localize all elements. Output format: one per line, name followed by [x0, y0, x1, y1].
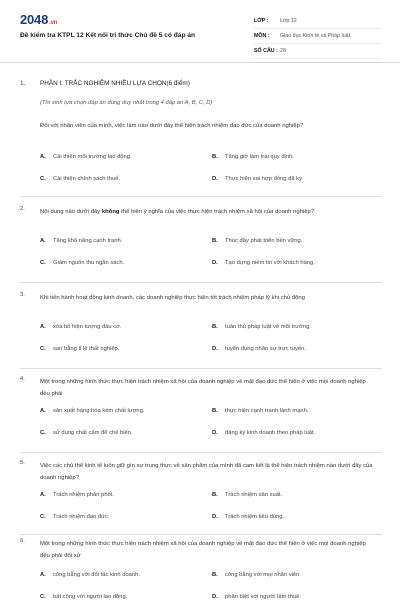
option-text: sử dụng chất cấm để chế biến.: [53, 430, 133, 436]
question-number: 1.: [20, 80, 26, 87]
answer-option[interactable]: [212, 238, 302, 244]
question-text: Đối với nhân viên của mình, việc làm nào dưới đây thể hiện trách nhiệm đạo đức của doanh nghiệp?: [40, 123, 304, 129]
question-text: Việc các chủ thể kinh tế luôn giữ gìn sự trung thực về sản phẩm của mình đã cam kết là thể hiện trách nhiệm nào dưới đây của doanh nghiệp?: [40, 463, 373, 481]
meta-value: Lớp 12: [280, 18, 297, 24]
option-text: tuân thủ pháp luật về môi trường.: [225, 324, 311, 330]
question-divider: [20, 196, 382, 197]
option-letter: C.: [40, 594, 46, 600]
option-letter: A.: [40, 238, 46, 244]
option-text: thực hiện cạnh tranh lành mạnh.: [225, 408, 309, 414]
answer-option[interactable]: [212, 572, 301, 578]
section-heading: [20, 80, 190, 87]
exam-meta-table: [254, 14, 382, 59]
option-text: Trách nhiệm đạo đức.: [53, 514, 110, 520]
logo-domain: .vn: [49, 20, 58, 26]
question-divider: [20, 282, 382, 283]
question-text: Khi tiến hành hoạt động kinh doanh, các doanh nghiệp thực hiện tốt trách nhiệm pháp lý khi chủ động: [40, 295, 305, 301]
option-text: Trách nhiệm phân phối.: [53, 492, 114, 498]
answer-option[interactable]: [40, 324, 122, 330]
meta-value: 28: [280, 48, 286, 54]
option-text: Thúc đẩy phát triển bền vững.: [225, 238, 303, 244]
answer-option[interactable]: [212, 346, 306, 352]
option-letter: A.: [40, 408, 46, 414]
option-text: xóa bỏ hiện tượng đầu cơ.: [53, 324, 122, 330]
option-letter: D.: [212, 430, 218, 436]
answer-option[interactable]: [212, 594, 301, 600]
option-letter: B.: [212, 238, 218, 244]
meta-row-subject: [254, 29, 382, 44]
option-text: Thực hiện sai hợp đồng đã ký.: [225, 176, 304, 182]
page-header: [0, 0, 400, 63]
option-text: sản xuất hàng hóa kém chất lượng.: [53, 408, 145, 414]
section-instruction: (Thí sinh lựa chọn đáp án đúng duy nhất trong 4 đáp án A, B, C, D): [40, 100, 213, 106]
option-letter: C.: [40, 260, 46, 266]
option-letter: D.: [212, 514, 218, 520]
answer-option[interactable]: [212, 408, 308, 414]
option-letter: B.: [212, 324, 218, 330]
option-letter: A.: [40, 492, 46, 498]
question-text: [40, 206, 375, 218]
answer-option[interactable]: [40, 176, 120, 182]
option-letter: D.: [212, 260, 218, 266]
question-text-part: thể hiện ý nghĩa của việc thực hiện trách nhiệm xã hội của doanh nghiệp?: [119, 209, 315, 215]
option-text: tuyển dụng nhân sự trực tuyến.: [225, 346, 306, 352]
option-letter: B.: [212, 154, 218, 160]
answer-option[interactable]: [40, 572, 140, 578]
option-text: đăng ký kinh doanh theo pháp luật.: [225, 430, 316, 436]
option-letter: C.: [40, 346, 46, 352]
option-text: san bằng tỉ lệ thất nghiệp.: [53, 346, 120, 352]
question-divider: [20, 534, 382, 535]
question-number: 5.: [20, 460, 25, 466]
answer-option[interactable]: [212, 514, 284, 520]
section-title: PHẦN I. TRẮC NGHIỆM NHIỀU LỰA CHỌN(6 điểm): [40, 80, 190, 87]
option-letter: D.: [212, 346, 218, 352]
answer-option[interactable]: [212, 260, 315, 266]
answer-option[interactable]: [212, 324, 311, 330]
option-text: Cải thiện môi trường lao động.: [53, 154, 132, 160]
answer-option[interactable]: [212, 430, 315, 436]
option-letter: A.: [40, 572, 46, 578]
option-letter: D.: [212, 176, 218, 182]
question-number: 3.: [20, 292, 25, 298]
answer-option[interactable]: [40, 492, 114, 498]
option-text: Trách nhiệm tiêu dùng.: [225, 514, 285, 520]
meta-row-question-count: [254, 44, 382, 59]
answer-option[interactable]: [40, 408, 144, 414]
document-title: Đề kiểm tra KTPL 12 Kết nối tri thức Chủ đề 5 có đáp án: [20, 32, 196, 39]
option-letter: D.: [212, 594, 218, 600]
answer-option[interactable]: [40, 154, 132, 160]
question-divider: [20, 368, 382, 369]
option-letter: B.: [212, 408, 218, 414]
answer-option[interactable]: [40, 514, 110, 520]
answer-option[interactable]: [40, 594, 127, 600]
option-text: bất công với người lao động.: [53, 594, 128, 600]
answer-option[interactable]: [212, 154, 294, 160]
option-letter: B.: [212, 572, 218, 578]
answer-option[interactable]: [40, 430, 133, 436]
question-emphasis: không: [101, 209, 120, 215]
question-number: 2.: [20, 206, 25, 212]
option-letter: A.: [40, 154, 46, 160]
option-text: công bằng với đối tác kinh doanh.: [53, 572, 140, 578]
option-text: Tăng khả năng cạnh tranh.: [53, 238, 123, 244]
question-divider: [20, 452, 382, 453]
option-text: Cải thiện chính sách thuế.: [53, 176, 121, 182]
option-text: phân biệt với người làm thuê.: [225, 594, 301, 600]
meta-value: Giáo dục Kinh tế và Pháp luật: [280, 33, 351, 39]
option-text: Trách nhiệm sản xuất.: [225, 492, 283, 498]
option-text: Tạo dựng niềm tin với khách hàng.: [225, 260, 315, 266]
option-letter: B.: [212, 492, 218, 498]
question-text-part: Nội dung nào dưới đây: [40, 209, 102, 215]
question-text: Một trong những hình thức thực hiện trách nhiệm xã hội của doanh nghiệp về mặt đạo đức thể hiện ở việc mọi doanh nghiệp đều phải: [40, 379, 366, 397]
answer-option[interactable]: [212, 176, 304, 182]
answer-option[interactable]: [212, 492, 282, 498]
question-number: 6.: [20, 538, 25, 544]
option-letter: C.: [40, 514, 46, 520]
option-letter: A.: [40, 324, 46, 330]
logo-text: 2048: [20, 12, 49, 27]
answer-option[interactable]: [40, 238, 122, 244]
site-logo[interactable]: [20, 12, 57, 27]
question-text: Một trong những hình thức thực hiện trách nhiệm xã hội của doanh nghiệp về mặt đạo đức thể hiện ở việc mọi doanh nghiệp đều phải đối xử: [40, 541, 366, 559]
meta-key: SỐ CÂU :: [254, 48, 278, 54]
meta-row-grade: [254, 14, 382, 29]
answer-option[interactable]: [40, 260, 124, 266]
option-text: Tăng giờ làm trái quy định.: [225, 154, 294, 160]
option-text: công bằng với mọi nhân viên.: [225, 572, 301, 578]
option-letter: C.: [40, 176, 46, 182]
question-number: 4.: [20, 376, 25, 382]
option-letter: C.: [40, 430, 46, 436]
answer-option[interactable]: [40, 346, 119, 352]
meta-key: MÔN :: [254, 33, 270, 39]
option-text: Giảm nguồn thu ngân sách.: [53, 260, 125, 266]
meta-key: LỚP :: [254, 18, 269, 24]
